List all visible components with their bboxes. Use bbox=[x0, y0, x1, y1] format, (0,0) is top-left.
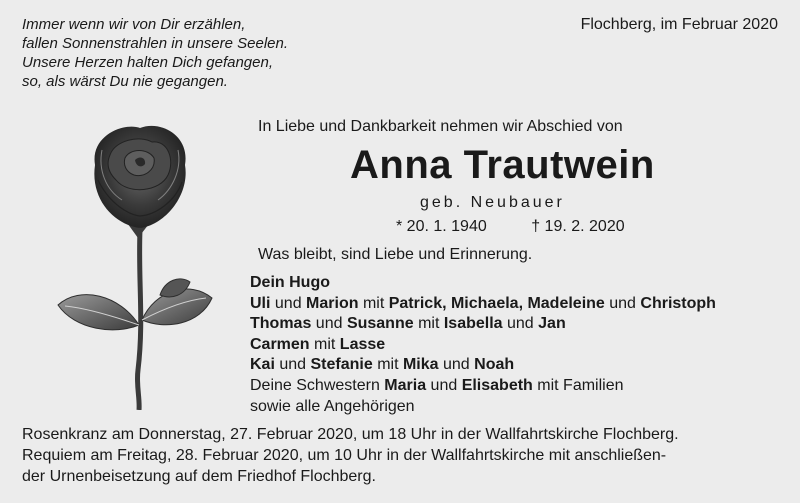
family-name: Patrick, Michaela, Madeleine bbox=[388, 294, 605, 312]
family-name: Elisabeth bbox=[461, 376, 533, 394]
poem-line: fallen Sonnenstrahlen in unsere Seelen. bbox=[22, 35, 289, 52]
family-line bbox=[250, 335, 716, 356]
life-dates bbox=[396, 218, 625, 236]
family-name: Noah bbox=[474, 356, 515, 374]
family-name: Jan bbox=[538, 315, 566, 333]
family-name: Maria bbox=[384, 376, 427, 394]
poem-line: so, als wärst Du nie gegangen. bbox=[22, 73, 228, 90]
poem-line: Unsere Herzen halten Dich gefangen, bbox=[22, 54, 273, 71]
family-name: Uli bbox=[250, 294, 271, 312]
family-connector: und bbox=[311, 315, 347, 333]
family-connector: sowie alle Angehörigen bbox=[250, 397, 415, 415]
family-name: Christoph bbox=[640, 294, 716, 312]
family-connector: mit bbox=[358, 294, 389, 312]
family-connector: mit bbox=[372, 356, 403, 374]
family-name: Stefanie bbox=[310, 356, 373, 374]
family-line bbox=[250, 355, 716, 376]
family-connector: mit Familien bbox=[532, 376, 624, 394]
family-connector: mit bbox=[309, 335, 340, 353]
family-connector: und bbox=[438, 356, 475, 374]
announcement-line: der Urnenbeisetzung auf dem Friedhof Flochberg. bbox=[22, 468, 376, 485]
family-line bbox=[250, 294, 716, 315]
family-line bbox=[250, 273, 716, 294]
family-name: Mika bbox=[402, 356, 439, 374]
family-connector: und bbox=[270, 294, 307, 312]
motto: Was bleibt, sind Liebe und Erinnerung. bbox=[258, 246, 533, 263]
place-date: Flochberg, im Februar 2020 bbox=[580, 16, 778, 33]
family-connector: und bbox=[604, 294, 641, 312]
family-connector: und bbox=[426, 376, 462, 394]
birth-date: * 20. 1. 1940 bbox=[396, 218, 487, 235]
family-name: Isabella bbox=[443, 315, 503, 333]
family-connector: Deine Schwestern bbox=[250, 376, 385, 394]
family-name: Carmen bbox=[250, 335, 310, 353]
intro-text: In Liebe und Dankbarkeit nehmen wir Abschied von bbox=[258, 118, 623, 135]
deceased-name: Anna Trautwein bbox=[350, 143, 655, 187]
family-name: Kai bbox=[250, 356, 275, 374]
family-name: Susanne bbox=[346, 315, 414, 333]
family-connector: und bbox=[502, 315, 539, 333]
poem bbox=[22, 15, 288, 91]
family-connector: mit bbox=[413, 315, 444, 333]
poem-line: Immer wenn wir von Dir erzählen, bbox=[22, 16, 246, 33]
family-name: Marion bbox=[306, 294, 359, 312]
service-announcements bbox=[22, 424, 679, 487]
death-date: † 19. 2. 2020 bbox=[531, 218, 625, 235]
rose-icon bbox=[40, 120, 230, 410]
family-name: Thomas bbox=[250, 315, 312, 333]
family-connector: und bbox=[274, 356, 311, 374]
family-list bbox=[250, 273, 716, 417]
family-line bbox=[250, 314, 716, 335]
family-name: Lasse bbox=[339, 335, 386, 353]
family-line bbox=[250, 376, 716, 397]
announcement-line: Requiem am Freitag, 28. Februar 2020, um 10 Uhr in der Wallfahrtskirche mit anschließen- bbox=[22, 447, 667, 464]
announcement-line: Rosenkranz am Donnerstag, 27. Februar 2020, um 18 Uhr in der Wallfahrtskirche Flochberg. bbox=[22, 426, 679, 443]
family-line bbox=[250, 397, 716, 418]
family-name: Dein Hugo bbox=[250, 274, 330, 291]
maiden-name: geb. Neubauer bbox=[420, 194, 565, 211]
